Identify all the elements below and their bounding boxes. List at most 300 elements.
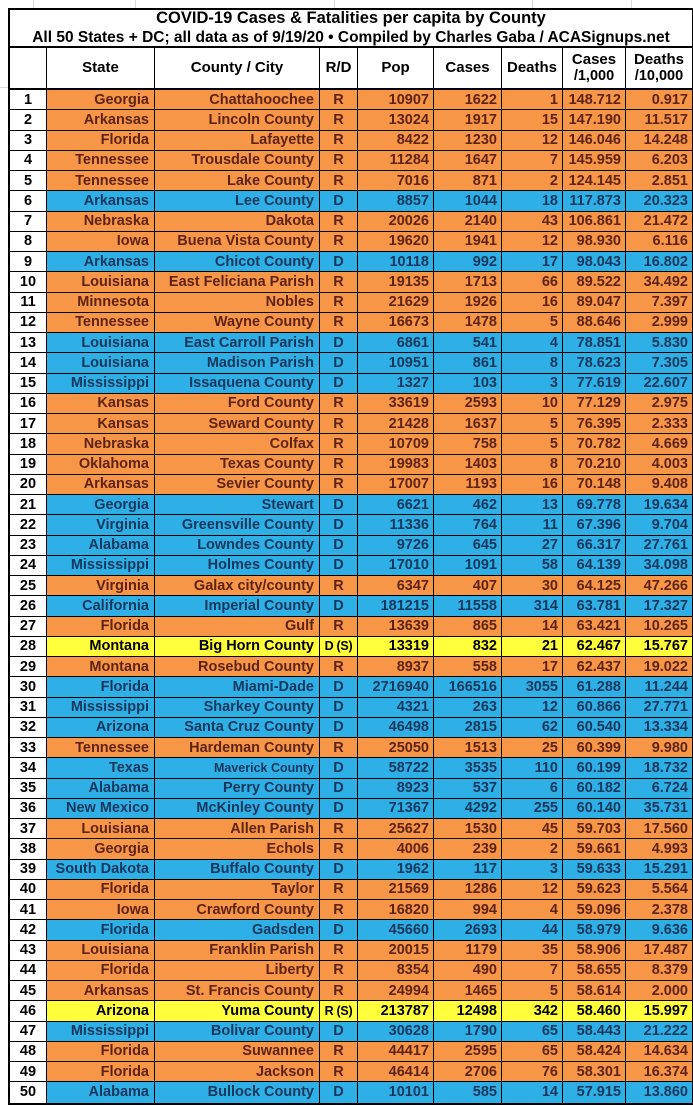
state-cell[interactable]: South Dakota — [47, 860, 155, 880]
deaths-per-10000-cell[interactable]: 47.266 — [626, 576, 692, 596]
rank-cell[interactable]: 21 — [10, 495, 47, 515]
deaths-per-10000-cell[interactable]: 27.761 — [626, 536, 692, 556]
deaths-per-10000-cell[interactable]: 8.379 — [626, 961, 692, 981]
party-cell[interactable]: R — [320, 414, 358, 434]
pop-cell[interactable]: 20026 — [358, 212, 434, 232]
rank-cell[interactable]: 10 — [10, 272, 47, 292]
cases-cell[interactable]: 1179 — [434, 941, 502, 961]
deaths-per-10000-cell[interactable]: 13.860 — [626, 1082, 692, 1102]
state-cell[interactable]: Tennessee — [47, 171, 155, 191]
deaths-cell[interactable]: 3 — [502, 374, 563, 394]
cases-per-1000-cell[interactable]: 76.395 — [563, 414, 626, 434]
deaths-cell[interactable]: 27 — [502, 536, 563, 556]
party-cell[interactable]: D — [320, 556, 358, 576]
cases-cell[interactable]: 1286 — [434, 880, 502, 900]
state-cell[interactable]: Arkansas — [47, 252, 155, 272]
rank-cell[interactable]: 15 — [10, 374, 47, 394]
cases-cell[interactable]: 1647 — [434, 151, 502, 171]
cases-cell[interactable]: 1193 — [434, 475, 502, 495]
state-cell[interactable]: Arizona — [47, 1001, 155, 1021]
deaths-cell[interactable]: 30 — [502, 576, 563, 596]
deaths-cell[interactable]: 3055 — [502, 677, 563, 697]
state-cell[interactable]: Florida — [47, 1042, 155, 1062]
county-cell[interactable]: Miami-Dade — [155, 677, 320, 697]
rank-cell[interactable]: 9 — [10, 252, 47, 272]
county-cell[interactable]: Perry County — [155, 779, 320, 799]
rank-cell[interactable]: 12 — [10, 313, 47, 333]
pop-cell[interactable]: 10951 — [358, 353, 434, 373]
rank-cell[interactable]: 35 — [10, 779, 47, 799]
deaths-per-10000-cell[interactable]: 11.517 — [626, 110, 692, 130]
header-pop[interactable]: Pop — [358, 48, 434, 88]
state-cell[interactable]: Texas — [47, 758, 155, 778]
pop-cell[interactable]: 7016 — [358, 171, 434, 191]
deaths-per-10000-cell[interactable]: 2.378 — [626, 900, 692, 920]
rank-cell[interactable]: 33 — [10, 738, 47, 758]
deaths-cell[interactable]: 12 — [502, 131, 563, 151]
deaths-cell[interactable]: 5 — [502, 434, 563, 454]
party-cell[interactable]: D — [320, 495, 358, 515]
deaths-per-10000-cell[interactable]: 16.802 — [626, 252, 692, 272]
state-cell[interactable]: Mississippi — [47, 374, 155, 394]
rank-cell[interactable]: 50 — [10, 1082, 47, 1102]
deaths-per-10000-cell[interactable]: 2.851 — [626, 171, 692, 191]
header-deaths[interactable]: Deaths — [502, 48, 563, 88]
cases-cell[interactable]: 2595 — [434, 1042, 502, 1062]
rank-cell[interactable]: 13 — [10, 333, 47, 353]
rank-cell[interactable]: 8 — [10, 232, 47, 252]
cases-cell[interactable]: 1530 — [434, 819, 502, 839]
county-cell[interactable]: Imperial County — [155, 596, 320, 616]
cases-per-1000-cell[interactable]: 60.182 — [563, 779, 626, 799]
party-cell[interactable]: R — [320, 313, 358, 333]
pop-cell[interactable]: 8857 — [358, 191, 434, 211]
header-deaths-per-10000[interactable] — [626, 48, 692, 88]
cases-per-1000-cell[interactable]: 58.424 — [563, 1042, 626, 1062]
rank-cell[interactable]: 46 — [10, 1001, 47, 1021]
pop-cell[interactable]: 10907 — [358, 90, 434, 110]
county-cell[interactable]: McKinley County — [155, 799, 320, 819]
state-cell[interactable]: California — [47, 596, 155, 616]
state-cell[interactable]: Nebraska — [47, 434, 155, 454]
deaths-cell[interactable]: 66 — [502, 272, 563, 292]
cases-cell[interactable]: 1622 — [434, 90, 502, 110]
state-cell[interactable]: Georgia — [47, 90, 155, 110]
county-cell[interactable]: Maverick County — [155, 758, 320, 778]
pop-cell[interactable]: 6861 — [358, 333, 434, 353]
cases-cell[interactable]: 645 — [434, 536, 502, 556]
deaths-per-10000-cell[interactable]: 4.669 — [626, 434, 692, 454]
table-title-block[interactable] — [10, 10, 692, 48]
county-cell[interactable]: Rosebud County — [155, 657, 320, 677]
pop-cell[interactable]: 13024 — [358, 110, 434, 130]
state-cell[interactable]: Arkansas — [47, 191, 155, 211]
cases-per-1000-cell[interactable]: 58.979 — [563, 920, 626, 940]
pop-cell[interactable]: 181215 — [358, 596, 434, 616]
rank-cell[interactable]: 24 — [10, 556, 47, 576]
county-cell[interactable]: Suwannee — [155, 1042, 320, 1062]
deaths-cell[interactable]: 4 — [502, 333, 563, 353]
rank-cell[interactable]: 32 — [10, 718, 47, 738]
party-cell[interactable]: R — [320, 819, 358, 839]
county-cell[interactable]: Lincoln County — [155, 110, 320, 130]
header-rank[interactable] — [10, 48, 47, 88]
deaths-per-10000-cell[interactable]: 16.374 — [626, 1062, 692, 1082]
party-cell[interactable]: R — [320, 576, 358, 596]
cases-per-1000-cell[interactable]: 57.915 — [563, 1082, 626, 1102]
cases-per-1000-cell[interactable]: 63.421 — [563, 617, 626, 637]
deaths-per-10000-cell[interactable]: 15.767 — [626, 637, 692, 657]
cases-cell[interactable]: 407 — [434, 576, 502, 596]
county-cell[interactable]: Stewart — [155, 495, 320, 515]
cases-cell[interactable]: 861 — [434, 353, 502, 373]
deaths-cell[interactable]: 2 — [502, 839, 563, 859]
rank-cell[interactable]: 17 — [10, 414, 47, 434]
cases-per-1000-cell[interactable]: 61.288 — [563, 677, 626, 697]
party-cell[interactable]: R — [320, 151, 358, 171]
deaths-per-10000-cell[interactable]: 5.830 — [626, 333, 692, 353]
party-cell[interactable]: R — [320, 455, 358, 475]
deaths-per-10000-cell[interactable]: 4.003 — [626, 455, 692, 475]
cases-per-1000-cell[interactable]: 70.210 — [563, 455, 626, 475]
party-cell[interactable]: R — [320, 212, 358, 232]
county-cell[interactable]: Allen Parish — [155, 819, 320, 839]
state-cell[interactable]: Arkansas — [47, 475, 155, 495]
state-cell[interactable]: Virginia — [47, 515, 155, 535]
party-cell[interactable]: D — [320, 353, 358, 373]
county-cell[interactable]: Lee County — [155, 191, 320, 211]
cases-per-1000-cell[interactable]: 145.959 — [563, 151, 626, 171]
deaths-cell[interactable]: 342 — [502, 1001, 563, 1021]
state-cell[interactable]: Iowa — [47, 900, 155, 920]
rank-cell[interactable]: 16 — [10, 394, 47, 414]
party-cell[interactable]: D — [320, 698, 358, 718]
cases-cell[interactable]: 758 — [434, 434, 502, 454]
county-cell[interactable]: Echols — [155, 839, 320, 859]
rank-cell[interactable]: 23 — [10, 536, 47, 556]
rank-cell[interactable]: 29 — [10, 657, 47, 677]
cases-per-1000-cell[interactable]: 58.655 — [563, 961, 626, 981]
state-cell[interactable]: Mississippi — [47, 698, 155, 718]
deaths-per-10000-cell[interactable]: 2.975 — [626, 394, 692, 414]
deaths-per-10000-cell[interactable]: 2.333 — [626, 414, 692, 434]
deaths-per-10000-cell[interactable]: 5.564 — [626, 880, 692, 900]
party-cell[interactable]: D — [320, 758, 358, 778]
party-cell[interactable]: R — [320, 617, 358, 637]
deaths-per-10000-cell[interactable]: 11.244 — [626, 677, 692, 697]
cases-per-1000-cell[interactable]: 64.139 — [563, 556, 626, 576]
state-cell[interactable]: Oklahoma — [47, 455, 155, 475]
deaths-per-10000-cell[interactable]: 35.731 — [626, 799, 692, 819]
cases-cell[interactable]: 117 — [434, 860, 502, 880]
rank-cell[interactable]: 45 — [10, 981, 47, 1001]
cases-cell[interactable]: 537 — [434, 779, 502, 799]
cases-cell[interactable]: 1941 — [434, 232, 502, 252]
cases-per-1000-cell[interactable]: 66.317 — [563, 536, 626, 556]
pop-cell[interactable]: 8937 — [358, 657, 434, 677]
deaths-per-10000-cell[interactable]: 7.305 — [626, 353, 692, 373]
party-cell[interactable]: R — [320, 131, 358, 151]
cases-per-1000-cell[interactable]: 59.703 — [563, 819, 626, 839]
county-cell[interactable]: Franklin Parish — [155, 941, 320, 961]
state-cell[interactable]: Florida — [47, 920, 155, 940]
state-cell[interactable]: Georgia — [47, 839, 155, 859]
county-cell[interactable]: Santa Cruz County — [155, 718, 320, 738]
county-cell[interactable]: Trousdale County — [155, 151, 320, 171]
cases-per-1000-cell[interactable]: 60.540 — [563, 718, 626, 738]
county-cell[interactable]: East Carroll Parish — [155, 333, 320, 353]
pop-cell[interactable]: 4006 — [358, 839, 434, 859]
rank-cell[interactable]: 5 — [10, 171, 47, 191]
deaths-per-10000-cell[interactable]: 19.022 — [626, 657, 692, 677]
party-cell[interactable]: R — [320, 657, 358, 677]
party-cell[interactable]: D — [320, 920, 358, 940]
cases-cell[interactable]: 3535 — [434, 758, 502, 778]
party-cell[interactable]: R — [320, 738, 358, 758]
cases-cell[interactable]: 1513 — [434, 738, 502, 758]
state-cell[interactable]: Arkansas — [47, 110, 155, 130]
party-cell[interactable]: R — [320, 394, 358, 414]
cases-per-1000-cell[interactable]: 58.460 — [563, 1001, 626, 1021]
cases-per-1000-cell[interactable]: 78.623 — [563, 353, 626, 373]
cases-cell[interactable]: 263 — [434, 698, 502, 718]
party-cell[interactable]: D (S) — [320, 637, 358, 657]
deaths-cell[interactable]: 76 — [502, 1062, 563, 1082]
party-cell[interactable]: R — [320, 961, 358, 981]
deaths-cell[interactable]: 2 — [502, 171, 563, 191]
cases-per-1000-cell[interactable]: 58.614 — [563, 981, 626, 1001]
county-cell[interactable]: Sevier County — [155, 475, 320, 495]
state-cell[interactable]: Virginia — [47, 576, 155, 596]
deaths-cell[interactable]: 255 — [502, 799, 563, 819]
rank-cell[interactable]: 4 — [10, 151, 47, 171]
party-cell[interactable]: R — [320, 272, 358, 292]
pop-cell[interactable]: 4321 — [358, 698, 434, 718]
deaths-cell[interactable]: 12 — [502, 698, 563, 718]
state-cell[interactable]: Alabama — [47, 1082, 155, 1102]
deaths-per-10000-cell[interactable]: 9.980 — [626, 738, 692, 758]
pop-cell[interactable]: 46414 — [358, 1062, 434, 1082]
cases-per-1000-cell[interactable]: 69.778 — [563, 495, 626, 515]
pop-cell[interactable]: 10101 — [358, 1082, 434, 1102]
rank-cell[interactable]: 27 — [10, 617, 47, 637]
cases-cell[interactable]: 541 — [434, 333, 502, 353]
deaths-cell[interactable]: 5 — [502, 313, 563, 333]
pop-cell[interactable]: 25627 — [358, 819, 434, 839]
cases-per-1000-cell[interactable]: 70.782 — [563, 434, 626, 454]
county-cell[interactable]: Liberty — [155, 961, 320, 981]
cases-per-1000-cell[interactable]: 70.148 — [563, 475, 626, 495]
pop-cell[interactable]: 17010 — [358, 556, 434, 576]
county-cell[interactable]: Lake County — [155, 171, 320, 191]
cases-per-1000-cell[interactable]: 124.145 — [563, 171, 626, 191]
cases-per-1000-cell[interactable]: 59.633 — [563, 860, 626, 880]
cases-cell[interactable]: 166516 — [434, 677, 502, 697]
pop-cell[interactable]: 30628 — [358, 1022, 434, 1042]
state-cell[interactable]: Kansas — [47, 414, 155, 434]
county-cell[interactable]: Yuma County — [155, 1001, 320, 1021]
party-cell[interactable]: D — [320, 1082, 358, 1102]
rank-cell[interactable]: 1 — [10, 90, 47, 110]
deaths-per-10000-cell[interactable]: 22.607 — [626, 374, 692, 394]
party-cell[interactable]: D — [320, 718, 358, 738]
party-cell[interactable]: D — [320, 191, 358, 211]
state-cell[interactable]: Louisiana — [47, 941, 155, 961]
state-cell[interactable]: Mississippi — [47, 1022, 155, 1042]
cases-per-1000-cell[interactable]: 148.712 — [563, 90, 626, 110]
deaths-cell[interactable]: 8 — [502, 455, 563, 475]
cases-cell[interactable]: 992 — [434, 252, 502, 272]
deaths-cell[interactable]: 44 — [502, 920, 563, 940]
state-cell[interactable]: Tennessee — [47, 738, 155, 758]
party-cell[interactable]: D — [320, 860, 358, 880]
pop-cell[interactable]: 16820 — [358, 900, 434, 920]
deaths-per-10000-cell[interactable]: 6.203 — [626, 151, 692, 171]
cases-cell[interactable]: 764 — [434, 515, 502, 535]
deaths-per-10000-cell[interactable]: 19.634 — [626, 495, 692, 515]
pop-cell[interactable]: 2716940 — [358, 677, 434, 697]
pop-cell[interactable]: 8354 — [358, 961, 434, 981]
deaths-per-10000-cell[interactable]: 34.098 — [626, 556, 692, 576]
party-cell[interactable]: D — [320, 536, 358, 556]
header-cases[interactable]: Cases — [434, 48, 502, 88]
county-cell[interactable]: Crawford County — [155, 900, 320, 920]
county-cell[interactable]: Big Horn County — [155, 637, 320, 657]
cases-per-1000-cell[interactable]: 62.437 — [563, 657, 626, 677]
party-cell[interactable]: R — [320, 900, 358, 920]
cases-cell[interactable]: 1091 — [434, 556, 502, 576]
county-cell[interactable]: St. Francis County — [155, 981, 320, 1001]
pop-cell[interactable]: 16673 — [358, 313, 434, 333]
county-cell[interactable]: Gadsden — [155, 920, 320, 940]
cases-per-1000-cell[interactable]: 64.125 — [563, 576, 626, 596]
deaths-per-10000-cell[interactable]: 21.472 — [626, 212, 692, 232]
deaths-per-10000-cell[interactable]: 17.560 — [626, 819, 692, 839]
cases-cell[interactable]: 1637 — [434, 414, 502, 434]
rank-cell[interactable]: 22 — [10, 515, 47, 535]
pop-cell[interactable]: 45660 — [358, 920, 434, 940]
cases-per-1000-cell[interactable]: 62.467 — [563, 637, 626, 657]
rank-cell[interactable]: 31 — [10, 698, 47, 718]
deaths-per-10000-cell[interactable]: 17.487 — [626, 941, 692, 961]
pop-cell[interactable]: 11336 — [358, 515, 434, 535]
cases-cell[interactable]: 994 — [434, 900, 502, 920]
state-cell[interactable]: Louisiana — [47, 333, 155, 353]
cases-cell[interactable]: 490 — [434, 961, 502, 981]
cases-per-1000-cell[interactable]: 146.046 — [563, 131, 626, 151]
rank-cell[interactable]: 26 — [10, 596, 47, 616]
pop-cell[interactable]: 8923 — [358, 779, 434, 799]
party-cell[interactable]: D — [320, 333, 358, 353]
deaths-cell[interactable]: 43 — [502, 212, 563, 232]
rank-cell[interactable]: 30 — [10, 677, 47, 697]
cases-per-1000-cell[interactable]: 98.043 — [563, 252, 626, 272]
rank-cell[interactable]: 28 — [10, 637, 47, 657]
cases-per-1000-cell[interactable]: 58.301 — [563, 1062, 626, 1082]
cases-per-1000-cell[interactable]: 60.140 — [563, 799, 626, 819]
county-cell[interactable]: Bolivar County — [155, 1022, 320, 1042]
party-cell[interactable]: D — [320, 515, 358, 535]
cases-per-1000-cell[interactable]: 59.661 — [563, 839, 626, 859]
rank-cell[interactable]: 47 — [10, 1022, 47, 1042]
county-cell[interactable]: Wayne County — [155, 313, 320, 333]
rank-cell[interactable]: 40 — [10, 880, 47, 900]
party-cell[interactable]: R — [320, 232, 358, 252]
pop-cell[interactable]: 25050 — [358, 738, 434, 758]
header-state[interactable]: State — [47, 48, 155, 88]
cases-per-1000-cell[interactable]: 63.781 — [563, 596, 626, 616]
party-cell[interactable]: D — [320, 596, 358, 616]
state-cell[interactable]: Florida — [47, 1062, 155, 1082]
cases-cell[interactable]: 2593 — [434, 394, 502, 414]
pop-cell[interactable]: 21569 — [358, 880, 434, 900]
cases-per-1000-cell[interactable]: 77.619 — [563, 374, 626, 394]
deaths-cell[interactable]: 6 — [502, 779, 563, 799]
header-cases-per-1000[interactable] — [563, 48, 626, 88]
header-county[interactable]: County / City — [155, 48, 320, 88]
pop-cell[interactable]: 6621 — [358, 495, 434, 515]
cases-cell[interactable]: 11558 — [434, 596, 502, 616]
deaths-per-10000-cell[interactable]: 13.334 — [626, 718, 692, 738]
deaths-cell[interactable]: 14 — [502, 1082, 563, 1102]
deaths-per-10000-cell[interactable]: 7.397 — [626, 293, 692, 313]
cases-per-1000-cell[interactable]: 77.129 — [563, 394, 626, 414]
county-cell[interactable]: Madison Parish — [155, 353, 320, 373]
cases-cell[interactable]: 4292 — [434, 799, 502, 819]
deaths-cell[interactable]: 62 — [502, 718, 563, 738]
party-cell[interactable]: R — [320, 434, 358, 454]
pop-cell[interactable]: 10709 — [358, 434, 434, 454]
party-cell[interactable]: R — [320, 839, 358, 859]
deaths-per-10000-cell[interactable]: 0.917 — [626, 90, 692, 110]
pop-cell[interactable]: 19135 — [358, 272, 434, 292]
party-cell[interactable]: D — [320, 799, 358, 819]
rank-cell[interactable]: 14 — [10, 353, 47, 373]
state-cell[interactable]: Kansas — [47, 394, 155, 414]
deaths-cell[interactable]: 17 — [502, 252, 563, 272]
county-cell[interactable]: Ford County — [155, 394, 320, 414]
county-cell[interactable]: Seward County — [155, 414, 320, 434]
deaths-per-10000-cell[interactable]: 15.291 — [626, 860, 692, 880]
state-cell[interactable]: Louisiana — [47, 353, 155, 373]
state-cell[interactable]: Florida — [47, 677, 155, 697]
rank-cell[interactable]: 41 — [10, 900, 47, 920]
rank-cell[interactable]: 37 — [10, 819, 47, 839]
pop-cell[interactable]: 10118 — [358, 252, 434, 272]
deaths-cell[interactable]: 58 — [502, 556, 563, 576]
state-cell[interactable]: Tennessee — [47, 151, 155, 171]
party-cell[interactable]: R — [320, 1062, 358, 1082]
deaths-cell[interactable]: 35 — [502, 941, 563, 961]
deaths-per-10000-cell[interactable]: 17.327 — [626, 596, 692, 616]
deaths-cell[interactable]: 17 — [502, 657, 563, 677]
cases-per-1000-cell[interactable]: 117.873 — [563, 191, 626, 211]
cases-per-1000-cell[interactable]: 147.190 — [563, 110, 626, 130]
deaths-per-10000-cell[interactable]: 4.993 — [626, 839, 692, 859]
county-cell[interactable]: Hardeman County — [155, 738, 320, 758]
pop-cell[interactable]: 13319 — [358, 637, 434, 657]
deaths-cell[interactable]: 65 — [502, 1022, 563, 1042]
cases-cell[interactable]: 871 — [434, 171, 502, 191]
cases-per-1000-cell[interactable]: 59.096 — [563, 900, 626, 920]
deaths-per-10000-cell[interactable]: 14.634 — [626, 1042, 692, 1062]
deaths-cell[interactable]: 21 — [502, 637, 563, 657]
deaths-per-10000-cell[interactable]: 10.265 — [626, 617, 692, 637]
rank-cell[interactable]: 19 — [10, 455, 47, 475]
county-cell[interactable]: Buffalo County — [155, 860, 320, 880]
rank-cell[interactable]: 44 — [10, 961, 47, 981]
rank-cell[interactable]: 36 — [10, 799, 47, 819]
